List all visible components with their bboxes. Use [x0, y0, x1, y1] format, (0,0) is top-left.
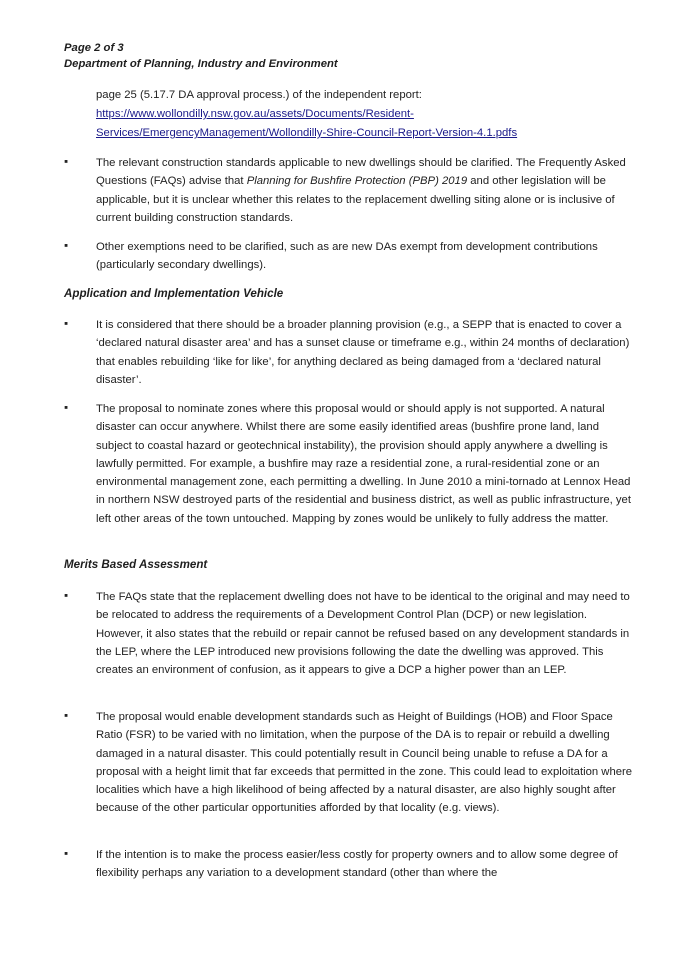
intro-paragraph [96, 86, 636, 143]
section-heading: Application and Implementation Vehicle [64, 287, 284, 300]
bullet-paragraph: If the intention is to make the process easier/less costly for property owners and to allow some degree of flexibility perhaps any variation to a development standard (other than where the [96, 849, 618, 880]
publication-title: Planning for Bushfire Protection (PBP) 2019 [246, 175, 468, 188]
bullet-paragraph: It is considered that there should be a broader planning provision (e.g., a SEPP that is enacted to cover a ‘declared natural disaster area’ and has a sunset clause or timeframe e.g., within 24 months of declaration) that enables rebuilding ‘like for like’, for anything declared as being damaged from a ‘declared natural disaster’. [96, 319, 630, 386]
bullet-marker: ▪ [64, 590, 69, 602]
bullet-paragraph [96, 154, 636, 227]
report-link-line-2[interactable]: Services/EmergencyManagement/Wollondilly-Shire-Council-Report-Version-4.1.pdfs [96, 127, 518, 139]
paragraph-text: The relevant construction standards applicable to new dwellings should be clarified. The Frequently Asked Questions (FAQs) advise that [96, 157, 626, 188]
bullet-paragraph: The proposal to nominate zones where this proposal would or should apply is not supported. A natural disaster can occur anywhere. Whilst there are some easily identified areas (bushfire prone land, land subject to coastal hazard or geotechnical instability), the provision should apply anywhere a dwelling is lawfully permitted. For example, a bushfire may raze a residential zone, a rural-residential zone or an environmental management zone, each permitting a dwelling. In June 2010 a mini-tornado at Lennox Head in northern NSW destroyed parts of the residential and business district, as well as public infrastructure, yet left other areas of the town untouched. Mapping by zones would be unlikely to fully address the matter. [96, 403, 631, 525]
section-heading: Merits Based Assessment [64, 558, 208, 571]
bullet-marker: ▪ [64, 318, 69, 330]
bullet-paragraph: The proposal would enable development standards such as Height of Buildings (HOB) and Floor Space Ratio (FSR) to be varied with no limitation, when the purpose of the DA is to repair or rebuild a dwelling damaged in a natural disaster. This could potentially result in Council being unable to refuse a DA for a proposal with a height limit that far exceeds that permitted in the zone. This could lead to exploitation where localities which have a high likelihood of being affected by a natural disaster, are also highly sought after because of the other particular opportunities afforded by that locality (e.g. views). [96, 711, 633, 815]
page-number: Page 2 of 3 [64, 42, 124, 54]
bullet-marker: ▪ [64, 710, 69, 722]
intro-text: page 25 (5.17.7 DA approval process.) of the independent report: [96, 89, 422, 101]
report-link-line-1[interactable]: https://www.wollondilly.nsw.gov.au/assets/Documents/Resident- [96, 108, 414, 120]
bullet-marker: ▪ [64, 240, 69, 252]
bullet-paragraph: Other exemptions need to be clarified, such as are new DAs exempt from development contributions (particularly secondary dwellings). [96, 241, 598, 272]
page-header [64, 40, 338, 72]
bullet-marker: ▪ [64, 402, 69, 414]
paragraph-text: and other legislation will be applicable, but it is unclear whether this relates to the replacement dwelling siting alone or is inclusive of current building construction standards. [96, 175, 615, 224]
department-name: Department of Planning, Industry and Environment [64, 58, 338, 70]
bullet-marker: ▪ [64, 848, 69, 860]
bullet-marker: ▪ [64, 156, 69, 168]
bullet-paragraph: The FAQs state that the replacement dwelling does not have to be identical to the original and may need to be relocated to address the requirements of a Development Control Plan (DCP) or new legislation. However, it also states that the rebuild or repair cannot be refused based on any development standards in the LEP, where the LEP introduced new provisions following the date the dwelling was approved. This creates an environment of confusion, as it appears to give a DCP a higher power than an LEP. [96, 591, 630, 677]
